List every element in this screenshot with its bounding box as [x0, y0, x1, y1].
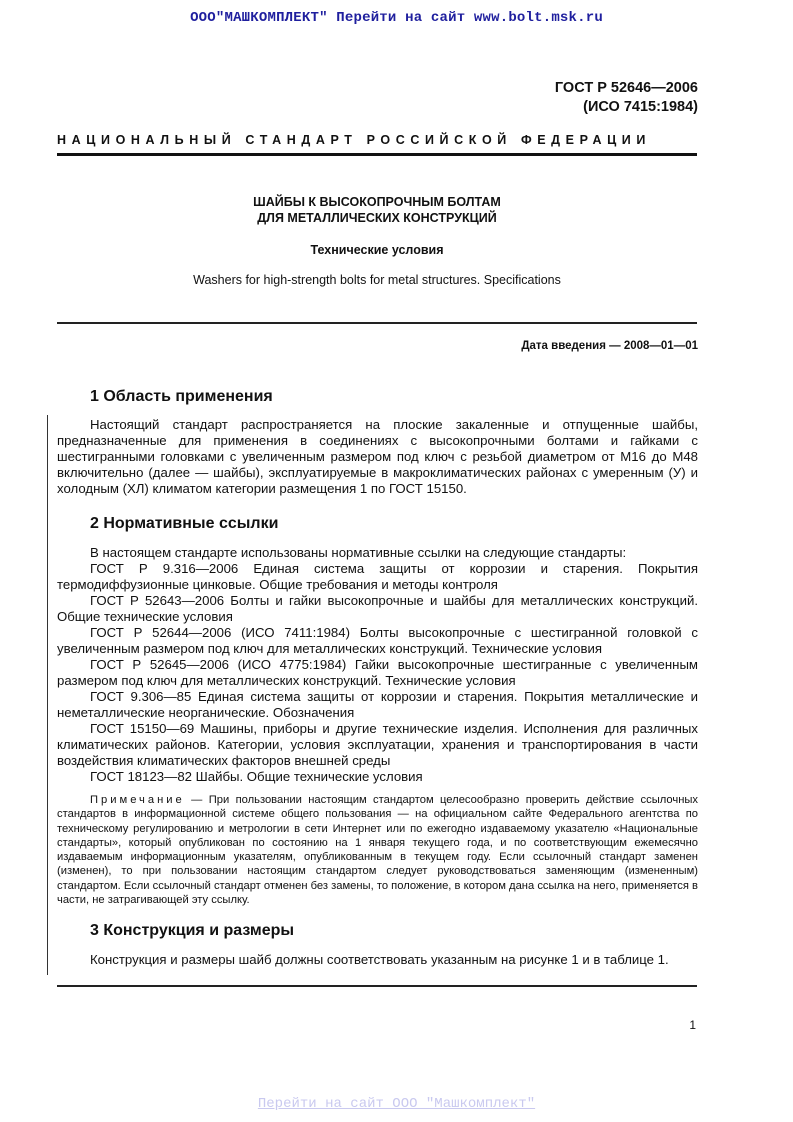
- national-standard-bar: НАЦИОНАЛЬНЫЙ СТАНДАРТ РОССИЙСКОЙ ФЕДЕРАЦИИ: [57, 133, 651, 147]
- section-1-heading: 1 Область применения: [90, 388, 273, 405]
- top-site-link[interactable]: ООО"МАШКОМПЛЕКТ" Перейти на сайт www.bolt.msk.ru: [190, 10, 603, 26]
- section-2-heading: 2 Нормативные ссылки: [90, 515, 279, 532]
- document-number-block: [555, 79, 698, 117]
- english-title: Washers for high-strength bolts for metal structures. Specifications: [193, 273, 561, 287]
- reference-item: ГОСТ Р 52643—2006 Болты и гайки высокопрочные и шайбы для металлических конструкций. Общие технические условия: [57, 593, 698, 624]
- note-label: Примечание: [90, 794, 185, 806]
- document-number: ГОСТ Р 52646—2006: [554, 80, 698, 96]
- iso-number: (ИСО 7415:1984): [583, 99, 698, 115]
- reference-item: ГОСТ 9.306—85 Единая система защиты от коррозии и старения. Покрытия металлические и неметаллические неорганические. Обозначения: [57, 689, 698, 720]
- reference-item: ГОСТ Р 52644—2006 (ИСО 7411:1984) Болты высокопрочные с шестигранной головкой с увеличенным размером под ключ для металлических конструкций. Технические условия: [57, 625, 698, 656]
- document-subtitle: Технические условия: [310, 243, 444, 257]
- normative-references: [57, 545, 698, 785]
- title-line-2: ДЛЯ МЕТАЛЛИЧЕСКИХ КОНСТРУКЦИЙ: [257, 210, 497, 225]
- page-number: 1: [689, 1018, 696, 1032]
- references-note: [57, 793, 698, 907]
- reference-item: ГОСТ 15150—69 Машины, приборы и другие технические изделия. Исполнения для различных климатических районов. Категории, условия эксплуатации, хранения и транспортирования в части воздействия климатических факторов внешней среды: [57, 721, 698, 768]
- document-title: [57, 195, 697, 226]
- footer-divider: [57, 985, 697, 987]
- section-3-heading: 3 Конструкция и размеры: [90, 922, 295, 939]
- reference-item: ГОСТ Р 52645—2006 (ИСО 4775:1984) Гайки высокопрочные шестигранные с увеличенным размером под ключ для металлических конструкций. Технические условия: [57, 657, 698, 688]
- references-intro: В настоящем стандарте использованы нормативные ссылки на следующие стандарты:: [90, 545, 627, 560]
- section-1-text: Настоящий стандарт распространяется на плоские закаленные и отпущенные шайбы, предназначенные для применения в соединениях с высокопрочными болтами и гайками с шестигранными головками с увеличенным размером под ключ с резьбой диаметром от М16 до М48 включительно (далее — шайбы), эксплуатируемые в макроклиматических районах с умеренным (У) и холодным (ХЛ) климатом категории размещения 1 по ГОСТ 15150.: [57, 417, 698, 496]
- bottom-site-link[interactable]: Перейти на сайт ООО "Машкомплект": [257, 1096, 536, 1112]
- section-3-text: Конструкция и размеры шайб должны соответствовать указанным на рисунке 1 и в таблице 1.: [90, 952, 669, 967]
- reference-item: ГОСТ Р 9.316—2006 Единая система защиты от коррозии и старения. Покрытия термодиффузионные цинковые. Общие требования и методы контроля: [57, 561, 698, 592]
- header-divider: [57, 153, 697, 156]
- title-line-1: ШАЙБЫ К ВЫСОКОПРОЧНЫМ БОЛТАМ: [253, 195, 501, 209]
- title-divider: [57, 322, 697, 324]
- introduction-date: Дата введения — 2008—01—01: [521, 340, 698, 352]
- note-text: — При пользовании настоящим стандартом целесообразно проверить действие ссылочных стандартов в информационной системе общего пользования — на официальном сайте Федерального агентства по техническому регулированию и метрологии в сети Интернет или по ежегодно издаваемому указателю «Национальные стандарты», который опубликован по состоянию на 1 января текущего года, и по соответствующим ежемесячно издаваемым информационным указателям, опубликованным в текущем году. Если ссылочный стандарт заменен (изменен), то при пользовании настоящим стандартом следует руководствоваться заменяющим (измененным) стандартом. Если ссылочный стандарт отменен без замены, то положение, в котором дана ссылка на него, применяется в части, не затрагивающей эту ссылку.: [57, 794, 699, 907]
- change-marker-bar: [47, 415, 48, 975]
- reference-item: ГОСТ 18123—82 Шайбы. Общие технические условия: [90, 769, 423, 784]
